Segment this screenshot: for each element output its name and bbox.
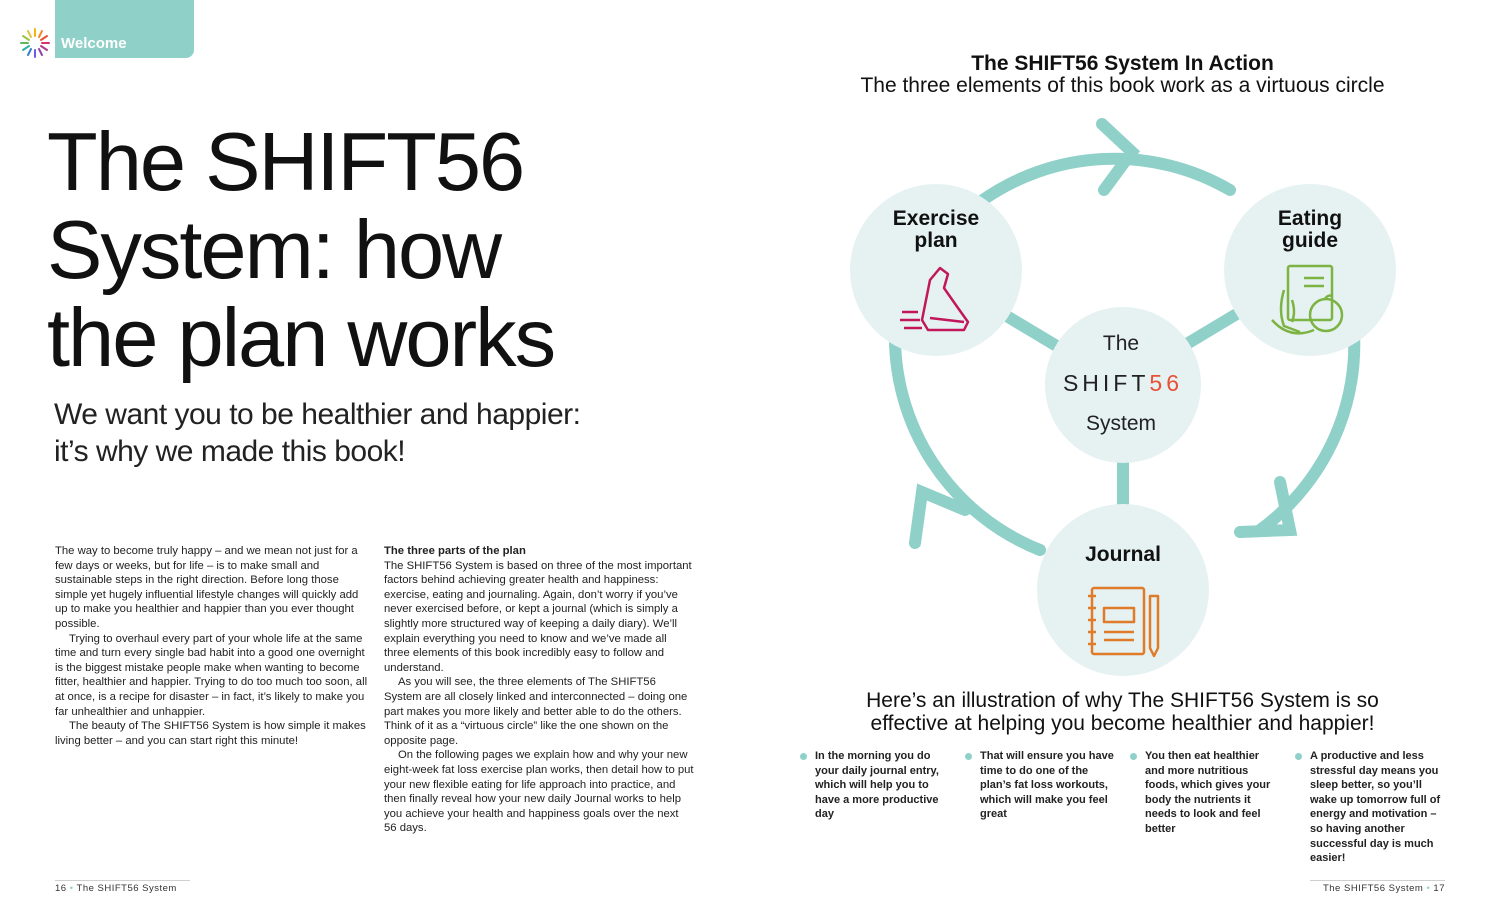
cycle-step — [1295, 749, 1445, 866]
step-text: In the morning you do your daily journal entry, which will help you to have a more productive day — [815, 750, 939, 821]
body-column-1 — [55, 544, 373, 748]
page-title — [47, 115, 687, 384]
paragraph: Trying to overhaul every part of your whole life at the same time and turn every single bad habit into a good one overnight is the biggest mistake people make when wanting to become fitter, healthier and happier. Trying to do too much too soon, all at once, is a recipe for disaster – in fact, it’s likely to make you far unhealthier and unhappier. — [55, 632, 368, 718]
section-label: Welcome — [61, 35, 127, 52]
label-line: Eating — [1277, 207, 1343, 230]
shift56-wordmark — [1045, 370, 1201, 397]
label-line: Exercise — [892, 207, 980, 230]
eating-label — [1234, 208, 1386, 252]
subtitle-line: it’s why we made this book! — [54, 435, 406, 468]
center-the: The — [1102, 332, 1140, 355]
label-line: plan — [914, 229, 958, 252]
bullet-dot — [1295, 753, 1302, 760]
step-text: That will ensure you have time to do one of the plan’s fat loss workouts, which will make you feel great — [980, 750, 1114, 821]
step-text: A productive and less stressful day means you sleep better, so you’ll wake up tomorrow full of energy and motivation – so having another successful day is much easier! — [1310, 750, 1441, 865]
sunburst-logo-icon — [18, 26, 52, 60]
cycle-step — [800, 749, 950, 822]
title-line: The SHIFT56 — [47, 115, 524, 208]
body-column-2 — [384, 544, 694, 836]
footer-title: The SHIFT56 System — [76, 883, 177, 894]
title-line: the plan works — [47, 291, 555, 384]
footer-rule — [1310, 880, 1445, 881]
footer-rule — [55, 880, 190, 881]
paragraph: As you will see, the three elements of The SHIFT56 System are all closely linked and interconnected – doing one part makes you more likely and better able to do the others. Think of it as a “virtuous circle” like the one shown on the opposite page. — [384, 676, 688, 747]
footer-separator: • — [1426, 883, 1434, 894]
wordmark-56: 56 — [1149, 370, 1184, 396]
caption-line: Here’s an illustration of why The SHIFT56 System is so — [866, 689, 1379, 712]
diagram-subtitle: The three elements of this book work as a virtuous circle — [860, 74, 1385, 97]
virtuous-circle-diagram — [840, 110, 1400, 680]
paragraph: The way to become truly happy – and we mean not just for a few days or weeks, but for life – is to make small and sustainable steps in the right direction. Before long those simple yet hugely influential lifestyle changes will quickly add up to make you healthier and happier than you ever thought possible. — [55, 545, 359, 630]
subtitle-line: We want you to be healthier and happier: — [54, 398, 581, 431]
step-text: You then eat healthier and more nutritious foods, which gives your body the nutrients it needs to look and feel better — [1145, 750, 1271, 835]
page-subtitle — [54, 396, 674, 470]
paragraph: The SHIFT56 System is based on three of the most important factors behind achieving greater health and happiness: exercise, eating and journaling. Again, don’t worry if you’ve never exercised before, or kept a journal (which is simply a slightly more structured way of keeping a daily diary). We’ll explain everything you need to know and we’ve made all three elements of this book incredibly easy to follow and understand. — [384, 559, 692, 674]
title-line: System: how — [47, 203, 501, 296]
cycle-step — [965, 749, 1115, 822]
footer-title: The SHIFT56 System — [1322, 883, 1424, 894]
journal-label: Journal — [1085, 543, 1161, 566]
footer-right — [1323, 883, 1445, 894]
label-line: guide — [1282, 229, 1338, 252]
paragraph: The beauty of The SHIFT56 System is how simple it makes living better – and you can start right this minute! — [55, 720, 366, 747]
center-system: System — [1085, 412, 1156, 435]
page-number: 17 — [1433, 883, 1445, 894]
bullet-dot — [965, 753, 972, 760]
diagram-title: The SHIFT56 System In Action — [971, 52, 1274, 75]
illustration-caption — [780, 689, 1465, 735]
bullet-dot — [1130, 753, 1137, 760]
footer-left — [55, 883, 177, 894]
caption-line: effective at helping you become healthier and happier! — [870, 712, 1375, 735]
bullet-dot — [800, 753, 807, 760]
column-heading: The three parts of the plan — [384, 545, 526, 557]
journal-node — [1037, 504, 1209, 676]
paragraph: On the following pages we explain how and why your new eight-week fat loss exercise plan works, then detail how to put your new flexible eating for life approach into practice, and then finally reveal how your new daily Journal works to help you achieve your health and happiness goals over the next 56 days. — [384, 749, 694, 835]
cycle-step — [1130, 749, 1280, 837]
exercise-label — [860, 208, 1012, 252]
wordmark-shift: SHIFT — [1062, 370, 1150, 396]
footer-separator: • — [69, 883, 77, 894]
page-number: 16 — [55, 883, 67, 894]
